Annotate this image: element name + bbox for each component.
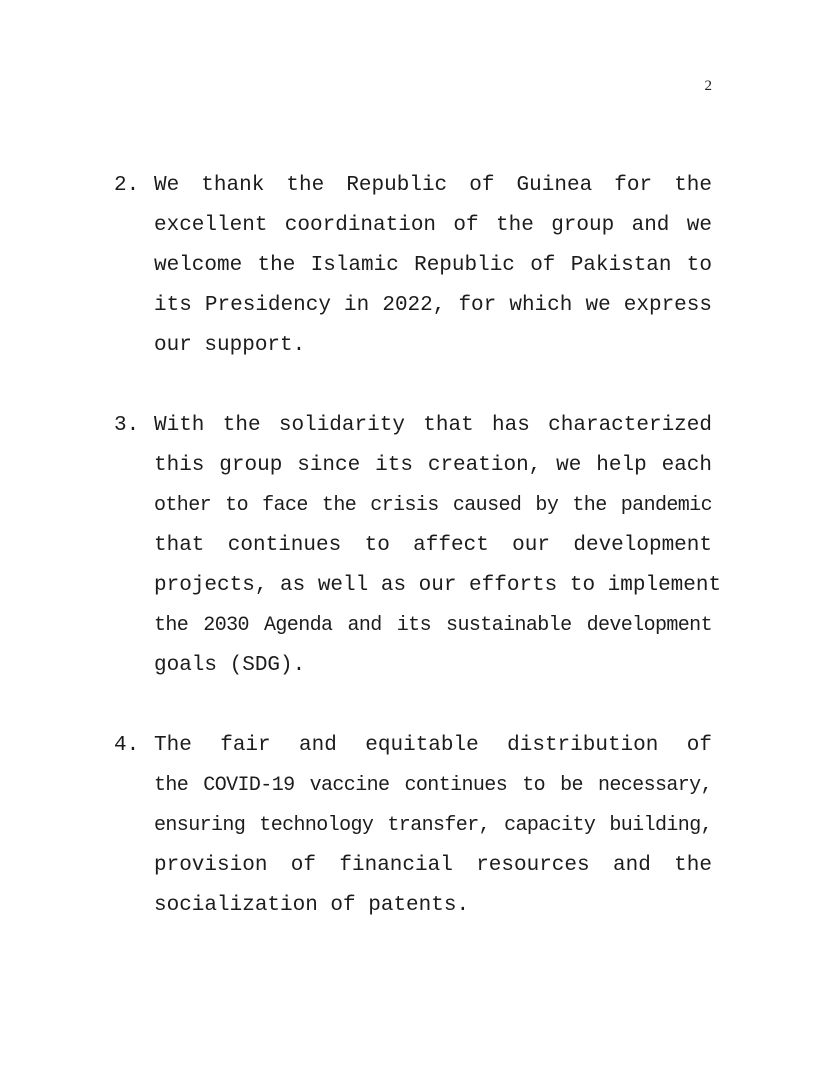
paragraph-line: The fair and equitable distribution of	[154, 734, 712, 757]
paragraph-line: ensuring technology transfer, capacity building,	[154, 814, 712, 837]
page-number: 2	[704, 78, 712, 94]
paragraph-line: its Presidency in 2022, for which we express	[154, 294, 712, 317]
item-number: 3.	[114, 414, 140, 437]
paragraph-item-3	[114, 406, 722, 686]
paragraph-item-2	[114, 166, 712, 366]
item-number: 2.	[114, 174, 140, 197]
paragraph-line: welcome the Islamic Republic of Pakistan to	[154, 254, 712, 277]
paragraph-line: excellent coordination of the group and we	[154, 214, 712, 237]
paragraph-line: our support.	[154, 334, 306, 357]
paragraph-line: projects, as well as our efforts to implement	[154, 574, 722, 597]
paragraph-line: provision of financial resources and the	[154, 854, 712, 877]
paragraph-line: that continues to affect our development	[154, 534, 712, 557]
paragraph-line: socialization of patents.	[154, 894, 470, 917]
paragraph-item-4	[114, 726, 712, 926]
paragraph-line: other to face the crisis caused by the pandemic	[154, 494, 712, 517]
paragraph-line: With the solidarity that has characterized	[154, 414, 712, 437]
paragraph-line: the COVID-19 vaccine continues to be necessary,	[154, 774, 712, 797]
paragraph-line: this group since its creation, we help each	[154, 454, 712, 477]
paragraph-line: goals (SDG).	[154, 654, 306, 677]
item-number: 4.	[114, 734, 140, 757]
paragraph-line: We thank the Republic of Guinea for the	[154, 174, 712, 197]
paragraph-line: the 2030 Agenda and its sustainable development	[154, 614, 712, 637]
